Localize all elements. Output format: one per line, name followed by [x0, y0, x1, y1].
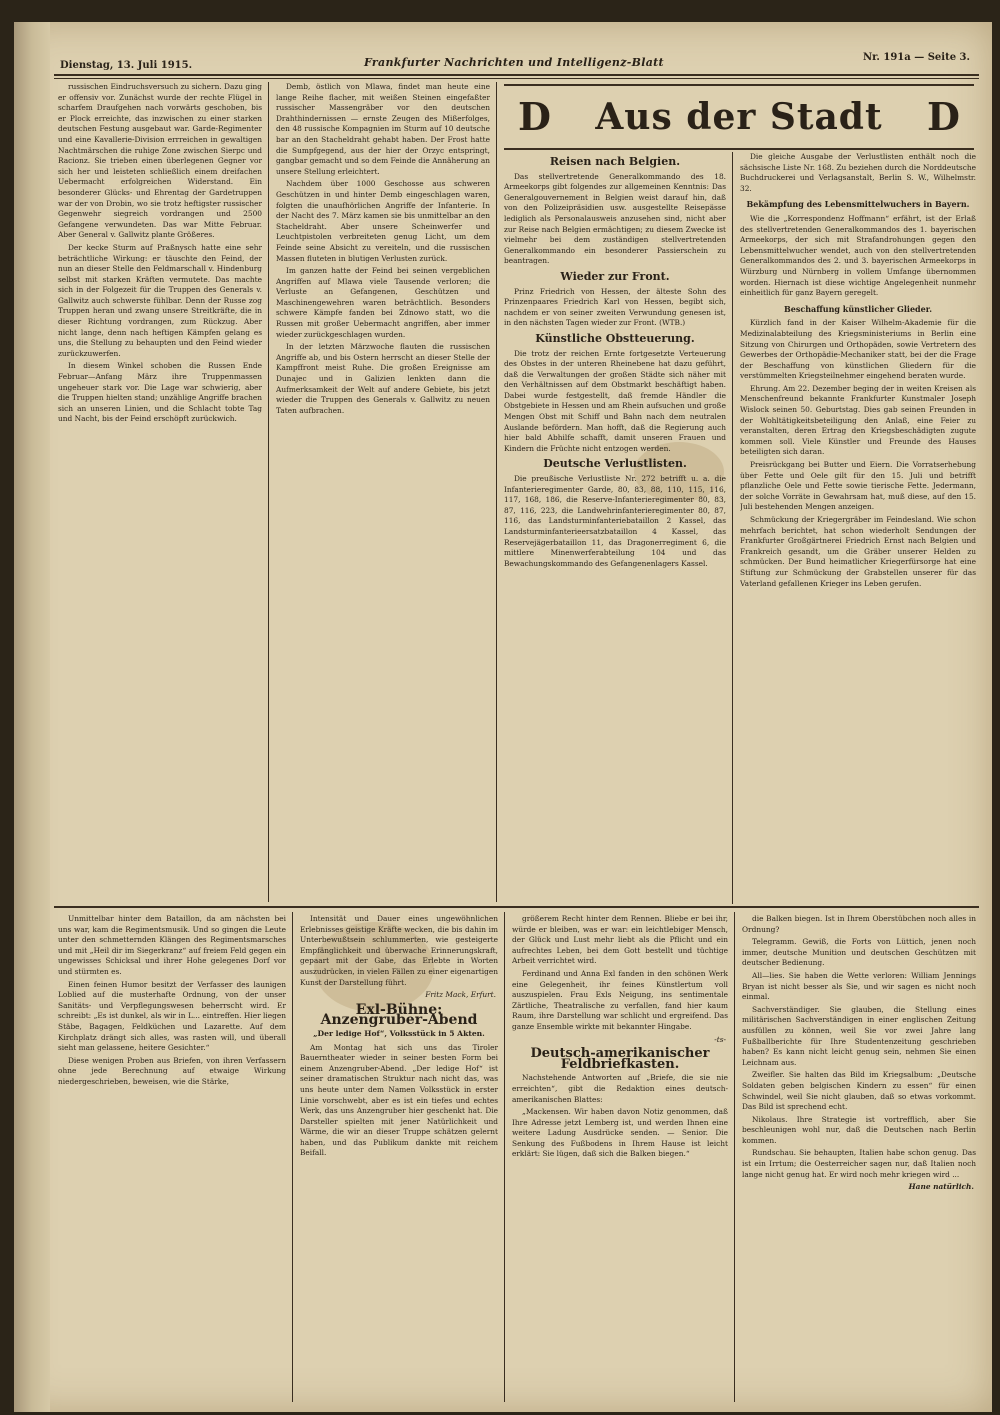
masthead: Frankfurter Nachrichten und Intelligenz-Blatt: [364, 56, 664, 69]
article-paragraph: russischen Eindruchsversuch zu sichern. Dazu ging er offensiv vor. Zunächst wurde der rechte Flügel in scharfem Draufgehen nach vorwärts geschoben, bis er Plock erreichte, das inzwischen zu einer starken deutschen Festung ausgebaut war. Garde-Regimenter und eine Kavallerie-Division errreichen in gewaltigen Nachtmärschen die ruhige Zone zwischen Sierpc und Racionz. Sie trieben einen überlegenen Gegner vor sich her und leisteten schließlich einem dreifachen Uebermacht erfolgreichen Widerstand. Ein besonderer Glücks- und Ehrentag der Gardetruppen war der von Drobin, wo sie trotz heftigster russischer Gegenwehr siegreich vordrangen und 2500 Gefangene verwundeten. Das war Mitte Februar. Aber General v. Gallwitz plante Größeres.: [58, 82, 262, 240]
column-3: [504, 152, 726, 902]
closing-line: Hane natürlich.: [908, 1182, 974, 1192]
article-paragraph: Sachverständiger. Sie glauben, die Stellung eines militärischen Sachverständigen in einer englischen Zeitung ausfüllen zu können, weil Sie vor zwei Jahre lang Fußballberichte für Ihre Studentenzeitung geschrieben haben? Es kann nicht leicht genug sein, nehmen Sie einen Leichnam aus.: [742, 1004, 976, 1067]
issue-date: Dienstag, 13. Juli 1915.: [60, 60, 193, 71]
article-paragraph: Telegramm. Gewiß, die Forts von Lüttich, jenen noch immer, deutsche Munition und deutschen Geschützen mit deutscher Bedienung.: [742, 937, 976, 968]
article-reisen: Das stellvertretende Generalkommando des 18. Armeekorps gibt folgendes zur allgemeinen Kenntnis: Das Generalgouvernement in Belgien weist darauf hin, daß von den Polizeipräsidien usw. ausgestellte Reisepässe lediglich als Personalausweis anzusehen sind, nicht aber zur Reise nach Belgien ermächtigen; zu diesem Zwecke ist vielmehr bei dem zuständigen stellvertretenden Generalkommando ein besonderer Passierschein zu beantragen.: [504, 171, 726, 266]
headline-front: Wieder zur Front.: [560, 269, 670, 283]
article-paragraph: Diese wenigen Proben aus Briefen, von ihren Verfassern ohne jede Berechnung auf etwaige Wirkung niedergeschrieben, beweisen, wie die Stärke,: [58, 1055, 286, 1086]
article-front: Prinz Friedrich von Hessen, der älteste Sohn des Prinzenpaares Friedrich Karl von Hessen, begibt sich, nachdem er von seiner zweiten Verwundung genesen ist, in den nächsten Tagen wieder zur Front. (WTB.): [504, 286, 726, 328]
article-paragraph: Unmittelbar hinter dem Bataillon, da am nächsten bei uns war, kam die Regimentsmusik. Und so gingen die Leute unter den schmetternden Klängen des Regimentsmarsches und mit „Heil dir im Siegerkranz“ auf freiem Feld gegen ein ungewisses Schicksal und ihrer Hohe gelegenes Dorf vor und stürmten es.: [58, 914, 286, 976]
subheadline-exl: „Der ledige Hof“, Volksstück in 5 Akten.: [313, 1028, 485, 1038]
article-paragraph: Einen feinen Humor besitzt der Verfasser des launigen Loblied auf die musterhafte Ordnung, von der unser Sanitäts- und Verpflegungswesen beherrscht wird. Er schreibt: „Es ist dunkel, als wir in L... eintreffen. Hier liegen Stäbe, Bagagen, Feldküchen und Lazarette. Auf dem Kirchplatz drängt sich alles, was rasten will, und überall sieht man gelassene, heitere Gesichter.“: [58, 979, 286, 1053]
column-rule: [292, 912, 293, 1402]
headline-wucher: Bekämpfung des Lebensmittelwuchers in Bayern.: [746, 199, 970, 210]
section-rule: [54, 906, 979, 908]
article-paragraph: In diesem Winkel schoben die Russen Ende Februar—Anfang März ihre Truppenmassen ungeheuer stark vor. Die Lage war schwierig, aber die Truppen hielten stand; unzählige Angriffe brachen sich an unseren Linien, und die Schlacht tobte Tag und Nacht, bis der Feind erschöpft zurückwich.: [58, 361, 262, 424]
column-rule: [732, 152, 733, 904]
page-binding: [14, 22, 50, 1412]
article-dak-intro: Nachstehende Antworten auf „Briefe, die sie nie erreichten“, gibt die Redaktion eines deutsch-amerikanischen Blattes:: [512, 1073, 728, 1104]
column-2: [276, 82, 490, 902]
article-paragraph: Intensität und Dauer eines ungewöhnlichen Erlebnisses geistige Kräfte wecken, die bis dahin im Unterbewußtsein schlummerten, wie gesteigerte Empfänglichkeit und überwache Erinnerungskraft, gepaart mit der Gabe, das Erlebte in Worten auszudrücken, in vielen Fällen zu einer eigenartigen Kunst der Darstellung führt.: [300, 914, 498, 987]
article-paragraph: Rundschau. Sie behaupten, Italien habe schon genug. Das ist ein Irrtum; die Oesterreicher sagen nur, daß Italien noch lange nicht genug hat. Er wird noch mehr kriegen wird ...: [742, 1148, 976, 1179]
header-rule-thin: [54, 78, 979, 79]
author-signature: -ts-: [714, 1034, 726, 1044]
ornament-right: D: [927, 94, 960, 139]
bottom-column-1: [58, 914, 286, 1402]
article-paragraph: Zweifler. Sie halten das Bild im Kriegsalbum: „Deutsche Soldaten geben belgischen Kindern zu essen“ für einen Schwindel, weil Sie nicht glauben, daß so etwas vorkommt. Das Bild ist sprechend echt.: [742, 1070, 976, 1112]
column-rule: [734, 912, 735, 1402]
author-signature: Fritz Mack, Erfurt.: [425, 990, 496, 1000]
article-dak: „Mackensen. Wir haben davon Notiz genommen, daß Ihre Adresse jetzt Lemberg ist, und werden Ihnen eine weitere Ladung Ausdrücke senden. — Senior. Die Senkung des Fußbodens in Ihrem Hause ist leicht erklärt: Sie lügen, daß sich die Balken biegen.“: [512, 1107, 728, 1159]
article-graeber: Schmückung der Kriegergräber im Feindesland. Wie schon mehrfach berichtet, hat schon wiederholt Sendungen der Frankfurter Großgärtnerei Friedrich Ernst nach Belgien und Frankreich gesandt, um die Gräber unserer Helden zu schmücken. Der Bund heimatlicher Kriegerfürsorge hat eine Stiftung zur Schmückung der Grabstellen unserer für das Vaterland gefallenen Krieger ins Leben gerufen.: [740, 515, 976, 588]
headline-obst: Künstliche Obstteuerung.: [535, 331, 695, 345]
bottom-column-3: [512, 914, 728, 1402]
article-paragraph: größerem Recht hinter dem Rennen. Bliebe er bei ihr, würde er bleiben, was er war: ein leichtlebiger Mensch, der Glück und Lust mehr liebt als die Pflicht und ein aufrechtes Leben, bei dem Gott bestellt und tüchtige Arbeit verrichtet wird.: [512, 914, 728, 966]
article-verlust: Die preußische Verlustliste Nr. 272 betrifft u. a. die Infanterieregimenter Garde, 80, 83, 88, 110, 115, 116, 117, 168, 186, die Reserve-Infanterieregimenter 80, 83, 87, 116, 223, die Landwehrinfanterieregimenter 80, 87, 116, das Landsturminfanteriebataillon 2 Kassel, das Landsturminfanterieersatzbataillon 4 Kassel, das Reservejägerbataillon 11, das Dragonerregiment 6, die mittlere Minenwerferabteilung 104 und das Bewachungskommando des Gefangenenlagers Kassel.: [504, 474, 726, 568]
column-rule: [504, 912, 505, 1402]
headline-reisen: Reisen nach Belgien.: [549, 155, 681, 168]
article-paragraph: All—lies. Sie haben die Wette verloren: William Jennings Bryan ist nicht besser als Sie, und wir sagen es nicht noch einmal.: [742, 970, 976, 1002]
section-title: Aus der Stadt: [595, 96, 883, 138]
article-paragraph: In der letzten Märzwoche flauten die russischen Angriffe ab, und bis Ostern herrscht an dieser Stelle der Kampffront meist Ruhe. Die großen Ereignisse am Dunajec und in Galizien lenkten dann die Aufmerksamkeit der Welt auf andere Gebiete, bis jetzt wieder die Truppen des Generals v. Gallwitz zu neuen Taten aufbrachen.: [276, 342, 490, 415]
headline-glieder: Beschaffung künstlicher Glieder.: [784, 303, 932, 314]
article-paragraph: Ferdinand und Anna Exl fanden in den schönen Werk eine Gelegenheit, ihr feines Künstlertum voll auszuspielen. Frau Exls Neigung, ins sentimentale Zärtliche, Theatralische zu verfallen, fand hier kaum Raum, ihre Darstellung war schlicht und ergreifend. Das ganze Ensemble wirkte mit bekannter Hingabe.: [512, 968, 728, 1031]
section-banner: [504, 84, 974, 150]
article-wucher: Wie die „Korrespondenz Hoffmann“ erfährt, ist der Erlaß des stellvertretenden Generalkommandos des 1. bayerischen Armeekorps, der sich mit Strafandrohungen gegen den Lebensmittelwucher wendet, auch von den stellvertretenden Generalkommandos des 2. und 3. bayerischen Armeekorps in Würzburg und Nürnberg in vollem Umfange übernommen worden. Hiernach ist diese wichtige Angelegenheit nunmehr einheitlich für ganz Bayern geregelt.: [740, 213, 976, 298]
ornament-left: D: [518, 94, 551, 139]
bottom-column-4: [742, 914, 976, 1402]
article-paragraph: Die gleiche Ausgabe der Verlustlisten enthält noch die sächsische Liste Nr. 168. Zu beziehen durch die Norddeutsche Buchdruckerei und Verlagsanstalt, Berlin S. W., Wilhelmstr. 32.: [740, 152, 976, 193]
column-rule: [496, 82, 497, 902]
column-1: [58, 82, 262, 902]
article-paragraph: Demb, östlich von Mlawa, findet man heute eine lange Reihe flacher, mit weißen Steinen eingefaßter russischer Massengräber vor den deutschen Drahthindernissen — ernste Zeugen des Mißerfolges, den 48 russische Kompagnien im Sturm auf 10 deutsche bar an den Stacheldraht gehabt haben. Der Frost hatte die Sumpfgegend, aus der hier der Orzyc entspringt, gangbar gemacht und so dem Feinde die Annäherung an unsere Stellung erleichtert.: [276, 82, 490, 176]
article-paragraph: die Balken biegen. Ist in Ihrem Oberstübchen noch alles in Ordnung?: [742, 914, 976, 934]
bottom-column-2: [300, 914, 498, 1402]
article-obst: Die trotz der reichen Ernte fortgesetzte Verteuerung des Obstes in der unteren Rheinebene hat dazu geführt, daß die Verwaltungen der großen Städte sich näher mit den Verhältnissen auf dem Obstmarkt beschäftigt haben. Dabei wurde festgestellt, daß fremde Händler die Obstgebiete in Hessen und am Rhein aufsuchen und große Mengen Obst mit Schiff und Bahn nach dem neutralen Auslande befördern. Man hofft, daß die Regierung auch hier bald Abhilfe schafft, damit unseren Frauen und Kindern die Früchte nicht entzogen werden.: [504, 348, 726, 453]
article-paragraph: Im ganzen hatte der Feind bei seinen vergeblichen Angriffen auf Mlawa viele Tausende verloren; die Verluste an Gefangenen, Geschützen und Maschinengewehren waren beträchtlich. Besonders schwere Kämpfe fanden bei Zdnowo statt, wo die Russen mit großer Uebermacht angriffen, aber immer wieder zurückgeschlagen wurden.: [276, 266, 490, 339]
article-exl: Am Montag hat sich uns das Tiroler Bauerntheater wieder in seiner besten Form bei einem Anzengruber-Abend. „Der ledige Hof“ ist seiner dramatischen Struktur nach nicht das, was uns heute unter dem Namen Volksstück in erster Linie vorschwebt, aber es ist ein tiefes und echtes Werk, das uns Anzengruber hier geschenkt hat. Die Darsteller spielten mit jener Natürlichkeit und Wärme, die wir an dieser Truppe schätzen gelernt haben, und das Publikum dankte mit reichem Beifall.: [300, 1042, 498, 1158]
headline-exl: Exl-Bühne: Anzengruber-Abend: [320, 1001, 478, 1029]
article-butter: Preisrückgang bei Butter und Eiern. Die Vorratserhebung über Fette und Oele gilt für den 15. Juli und betrifft pflanzliche Oele und Fette sowie tierische Fette. Jedermann, der solche Vorräte in Gewahrsam hat, muß diese, auf den 15. Juli bestehenden Mengen anzeigen.: [740, 460, 976, 512]
article-paragraph: Nachdem über 1000 Geschosse aus schweren Geschützen in und hinter Demb eingeschlagen waren, folgten die unaufhörlichen Angriffe der Infanterie. In der Nacht des 7. März kamen sie bis unmittelbar an den Stacheldraht. Aber unsere Scheinwerfer und Leuchtpistolen verbreiteten genug Licht, um dem Feinde seine Absicht zu vereiteln, und die russischen Massen fluteten in blutigen Verlusten zurück.: [276, 179, 490, 263]
headline-feldbriefkasten: Deutsch-amerikanischer Feldbriefkasten.: [530, 1046, 710, 1072]
headline-verlust: Deutsche Verlustlisten.: [543, 457, 687, 471]
page-number: Nr. 191a — Seite 3.: [862, 52, 970, 63]
article-glieder: Kürzlich fand in der Kaiser Wilhelm-Akademie für die Medizinalabteilung des Kriegsministeriums in Berlin eine Sitzung von Chirurgen und Orthopäden, sowie Vertretern des Gewerbes der Orthopädie-Mechaniker statt, bei der die Frage der Beschaffung von künstlichen Gliedern für die verstümmelten Kriegsteilnehmer eingehend beraten wurde.: [740, 318, 976, 381]
column-rule: [268, 82, 269, 902]
article-ehrung: Ehrung. Am 22. Dezember beging der in weiten Kreisen als Menschenfreund bekannte Frankfurter Kunstmaler Joseph Wislock seinen 50. Geburtstag. Dies gab seinen Freunden in der Wohltätigkeitsbeteiligung den Anlaß, eine Feier zu veranstalten, deren Ertrag den Kriegsbeschädigten zugute kommen soll. Viele Künstler und Freunde des Hauses beteiligten sich daran.: [740, 383, 976, 457]
article-paragraph: Der kecke Sturm auf Praßnysch hatte eine sehr beträchtliche Wirkung: er täuschte den Feind, der nun an dieser Stelle den Feldmarschall v. Hindenburg selbst mit starken Kräften vermutete. Das machte sich in der Folgezeit für die Truppen des Generals v. Gallwitz auch schwerste fühlbar. Denn der Russe zog Truppen heran und zwang unsere Streitkräfte, die in dieser Richtung vordrangen, zum Rückzug. Aber nicht lange, denn nach heftigen Kämpfen gelang es uns, die Stellung zu behaupten und den Feind wieder zurückzuwerfen.: [58, 242, 262, 358]
column-4: [740, 152, 976, 902]
newspaper-page: [14, 22, 992, 1412]
header-rule: [54, 74, 979, 76]
article-paragraph: Nikolaus. Ihre Strategie ist vortrefflich, aber Sie beschleunigen wohl nur, daß die Deutschen nach Berlin kommen.: [742, 1114, 976, 1145]
